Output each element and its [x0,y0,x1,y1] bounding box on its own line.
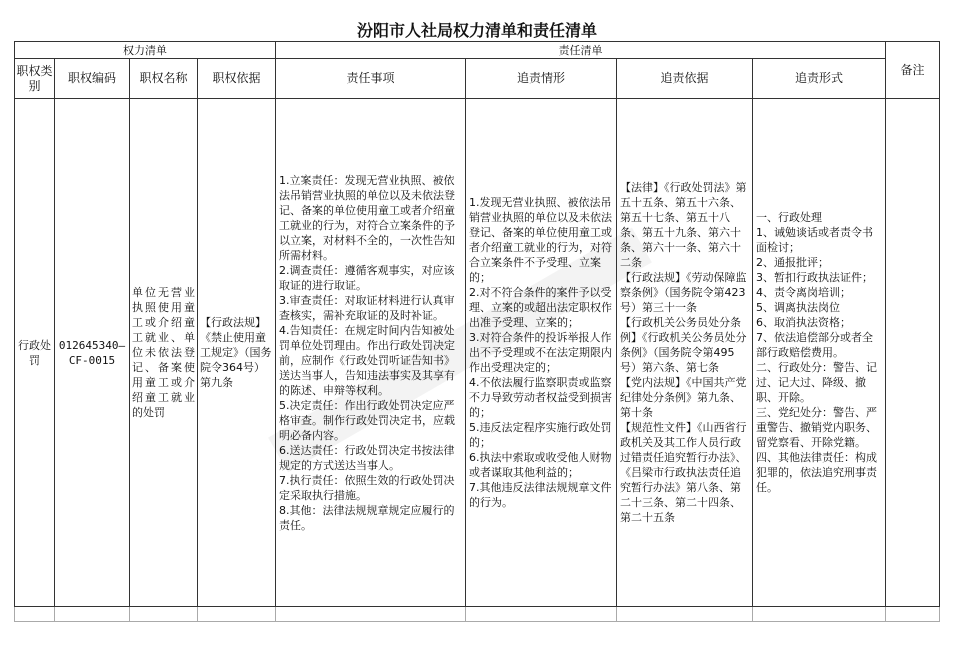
col-header-category: 职权类别 [15,59,55,99]
pursue-form-item: 二、行政处分：警告、记过、记大过、降级、撤职、开除。 [756,361,877,404]
pursue-case: 1.发现无营业执照、被依法吊销营业执照的单位以及未依法登记、备案的单位使用童工或者介绍童工就业的行为，对符合立案条件不予受理、立案的； [469,196,612,284]
pursue-form-item: 四、其他法律责任：构成犯罪的，依法追究刑事责任。 [756,451,877,494]
cell-code: 012645340—CF-0015 [55,99,130,607]
duty-item: 2.调查责任：遵循客观事实，对应该取证的进行取证。 [279,263,455,292]
pursue-case: 5.违反法定程序实施行政处罚的； [469,421,612,449]
duty-item: 5.决定责任：作出行政处罚决定应严格审查。制作行政处罚决定书，应载明必备内容。 [279,398,455,442]
pursue-case: 7.其他违反法律法规规章文件的行为。 [469,481,612,509]
pursue-case: 3.对符合条件的投诉举报人作出不予受理或不在法定期限内作出受理决定的； [469,331,612,374]
responsibility-table [14,18,940,622]
pursue-case: 2.对不符合条件的案件予以受理、立案的或超出法定职权作出准予受理、立案的； [469,286,612,329]
empty-cell [198,607,276,622]
empty-cell [886,607,940,622]
pursue-basis-item: 【法律】《行政处罚法》第五十五条、第五十六条、第五十七条、第五十八条、第五十九条、第六十条、第六十一条、第六十二条 [620,181,747,269]
col-header-code: 职权编码 [55,59,130,99]
empty-cell [55,607,130,622]
cell-pursue-basis [617,99,753,607]
cell-pursue-cases [466,99,617,607]
duty-item: 4.告知责任：在规定时间内告知被处罚单位处罚理由。作出行政处罚决定前，应制作《行政处罚听证告知书》送达当事人，告知违法事实及其享有的陈述、申辩等权利。 [279,323,455,397]
duty-item: 7.执行责任：依照生效的行政处罚决定采取执行措施。 [279,473,455,502]
page-title: 汾阳市人社局权力清单和责任清单 [15,18,940,42]
pursue-form-item: 2、通报批评； [756,256,829,269]
col-header-duty-items: 责任事项 [276,59,466,99]
col-header-name: 职权名称 [130,59,198,99]
pursue-form-item: 一、行政处理 [756,211,822,224]
pursue-case: 4.不依法履行监察职责或监察不力导致劳动者权益受到损害的； [469,376,612,419]
cell-remark [886,99,940,607]
cell-category: 行政处罚 [15,99,55,607]
group-header-duty: 责任清单 [276,42,886,59]
group-header-power: 权力清单 [15,42,276,59]
empty-cell [753,607,886,622]
cell-duty-items [276,99,466,607]
empty-cell [617,607,753,622]
pursue-basis-item: 【规范性文件】《山西省行政机关及其工作人员行政过错责任追究暂行办法》、《吕梁市行政执法责任追究暂行办法》第八条、第二十三条、第二十四条、第二十五条 [620,421,747,524]
pursue-basis-item: 【行政机关公务员处分条例】《行政机关公务员处分条例》（国务院令第495号）第六条、第七条 [620,316,747,374]
pursue-form-item: 三、党纪处分：警告、严重警告、撤销党内职务、留党察看、开除党籍。 [756,406,877,449]
pursue-form-item: 6、取消执法资格； [756,316,851,329]
duty-item: 8.其他：法律法规规章规定应履行的责任。 [279,503,455,532]
empty-cell [130,607,198,622]
col-header-basis: 职权依据 [198,59,276,99]
pursue-form-item: 3、暂扣行政执法证件； [756,271,873,284]
pursue-form-item: 5、调离执法岗位 [756,301,840,314]
empty-cell [15,607,55,622]
cell-pursue-form [753,99,886,607]
pursue-form-item: 1、诫勉谈话或者责令书面检讨； [756,226,873,254]
empty-cell [276,607,466,622]
pursue-basis-item: 【党内法规】《中国共产党纪律处分条例》第九条、第十条 [620,376,747,419]
duty-item: 1.立案责任：发现无营业执照、被依法吊销营业执照的单位以及未依法登记、备案的单位使用童工或者介绍童工就业的行为，对符合立案条件的予以立案，对材料不全的，一次性告知所需材料。 [279,173,455,262]
duty-item: 3.审查责任：对取证材料进行认真审查核实，需补充取证的及时补证。 [279,293,455,322]
col-header-pursue-basis: 追责依据 [617,59,753,99]
col-header-pursue-cases: 追责情形 [466,59,617,99]
pursue-form-item: 4、责令离岗培训； [756,286,851,299]
cell-basis: 【行政法规】《禁止使用童工规定》（国务院令364号）第九条 [198,99,276,607]
col-header-remark: 备注 [886,42,940,99]
col-header-pursue-form: 追责形式 [753,59,886,99]
pursue-form-item: 7、依法追偿部分或者全部行政赔偿费用。 [756,331,873,359]
pursue-basis-item: 【行政法规】《劳动保障监察条例》（国务院令第423号）第三十一条 [620,271,747,314]
pursue-case: 6.执法中索取或收受他人财物或者谋取其他利益的； [469,451,612,479]
cell-name: 单位无营业执照使用童工或介绍童工就业、单位未依法登记、备案使用童工或介绍童工就业的处罚 [130,99,198,607]
empty-cell [466,607,617,622]
duty-item: 6.送达责任：行政处罚决定书按法律规定的方式送达当事人。 [279,443,455,472]
